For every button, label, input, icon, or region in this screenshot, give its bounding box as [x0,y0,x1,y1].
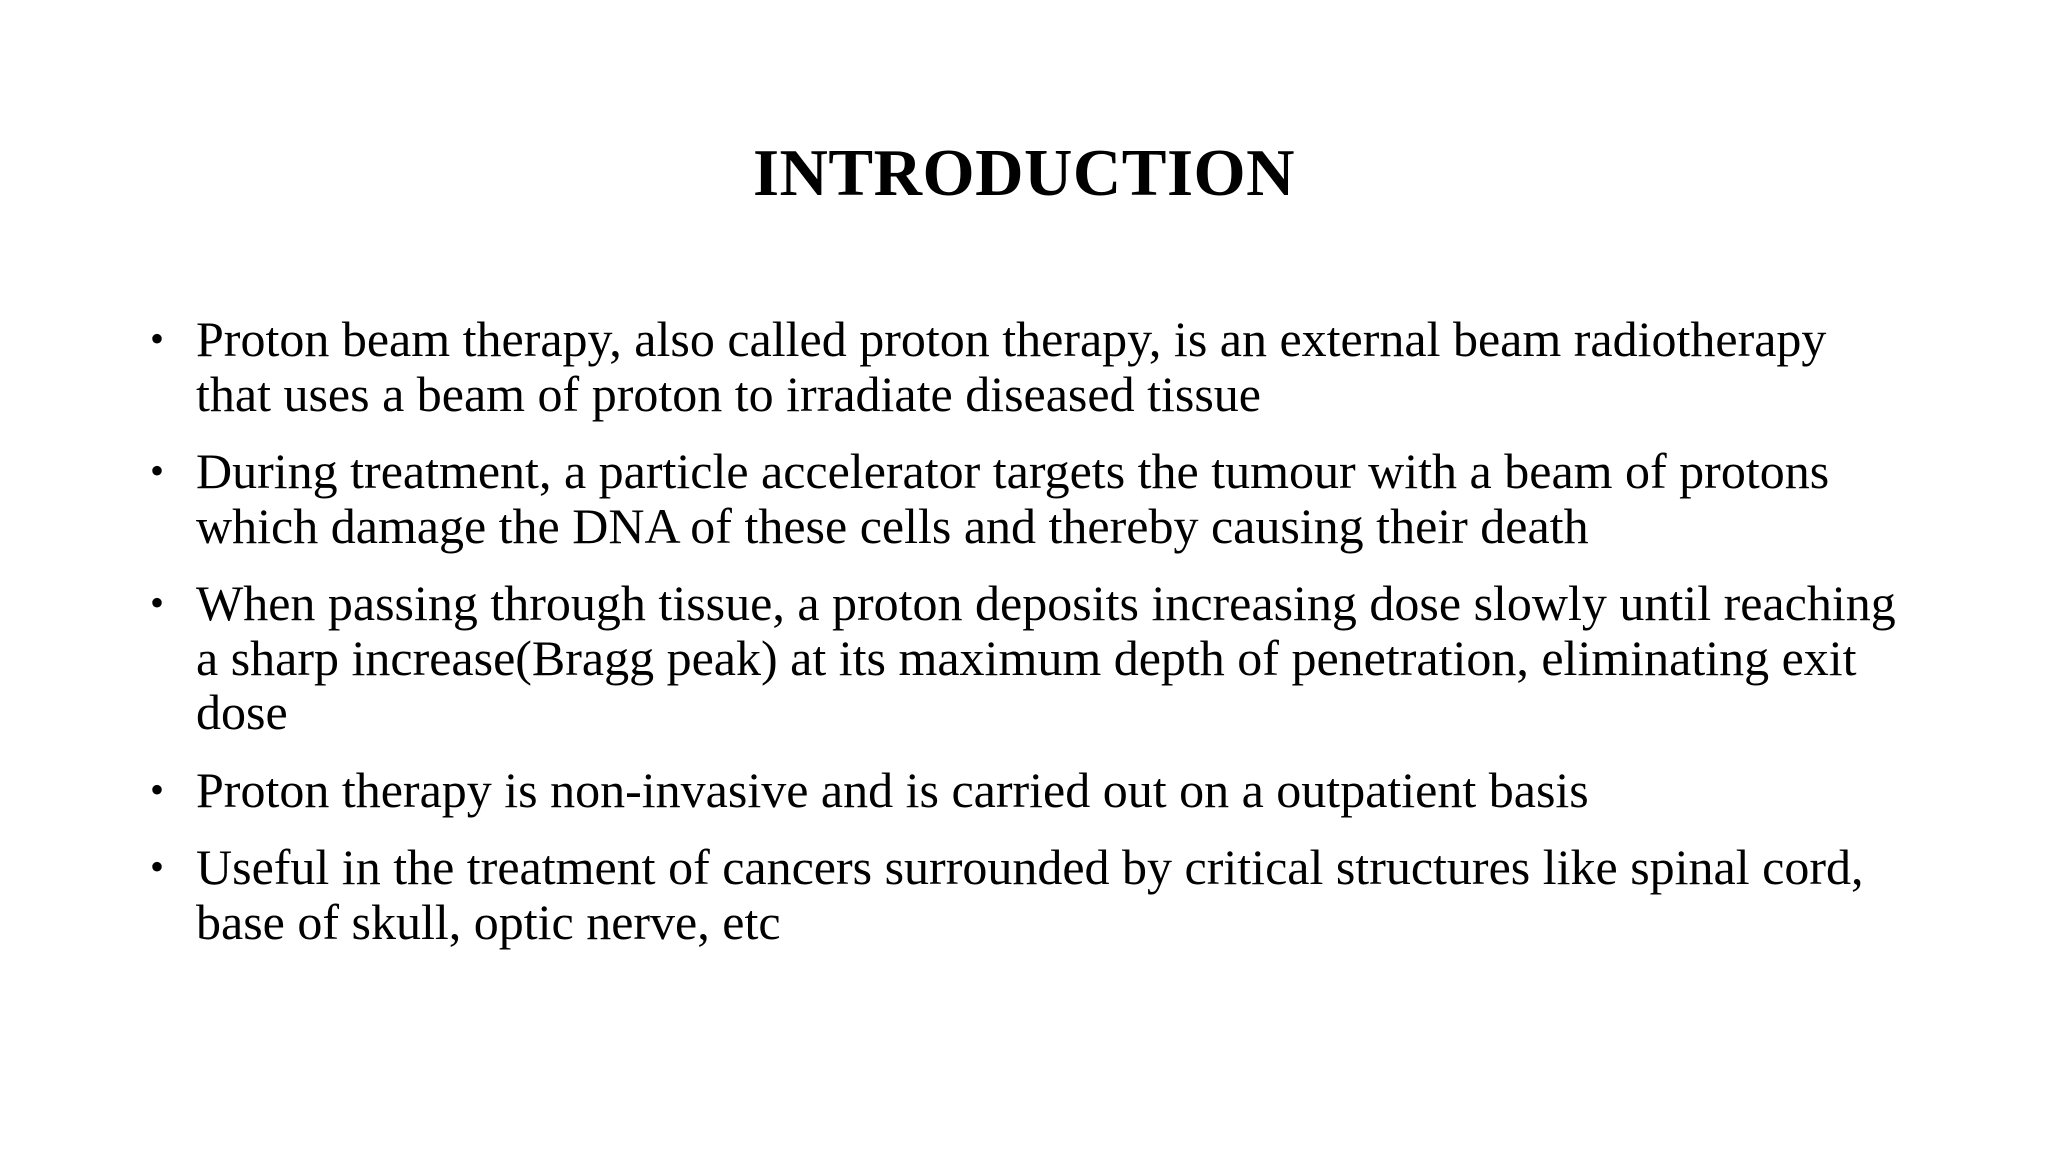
bullet-dot-icon: • [150,580,165,625]
bullet-list [150,312,1910,972]
bullet-text: Proton beam therapy, also called proton therapy, is an external beam radiotherapy that uses a beam of proton to irradiate diseased tissue [196,311,1827,422]
bullet-item [150,763,1910,818]
bullet-text: Proton therapy is non-invasive and is carried out on a outpatient basis [196,761,1589,818]
bullet-dot-icon: • [150,766,165,812]
bullet-text: When passing through tissue, a proton deposits increasing dose slowly until reaching a sharp increase(Bragg peak) at its maximum depth of penetration, eliminating exit dose [196,575,1896,740]
bullet-item [150,312,1910,421]
bullet-dot-icon: • [150,844,165,889]
bullet-dot-icon: • [150,316,165,361]
bullet-text: Useful in the treatment of cancers surrounded by critical structures like spinal cord, base of skull, optic nerve, etc [196,839,1864,950]
slide-title: INTRODUCTION [752,136,1296,210]
bullet-item [150,444,1910,553]
bullet-text: During treatment, a particle accelerator targets the tumour with a beam of protons which damage the DNA of these cells and thereby causing their death [196,443,1830,554]
bullet-item [150,576,1910,740]
bullet-dot-icon: • [150,448,165,493]
bullet-item [150,840,1910,949]
